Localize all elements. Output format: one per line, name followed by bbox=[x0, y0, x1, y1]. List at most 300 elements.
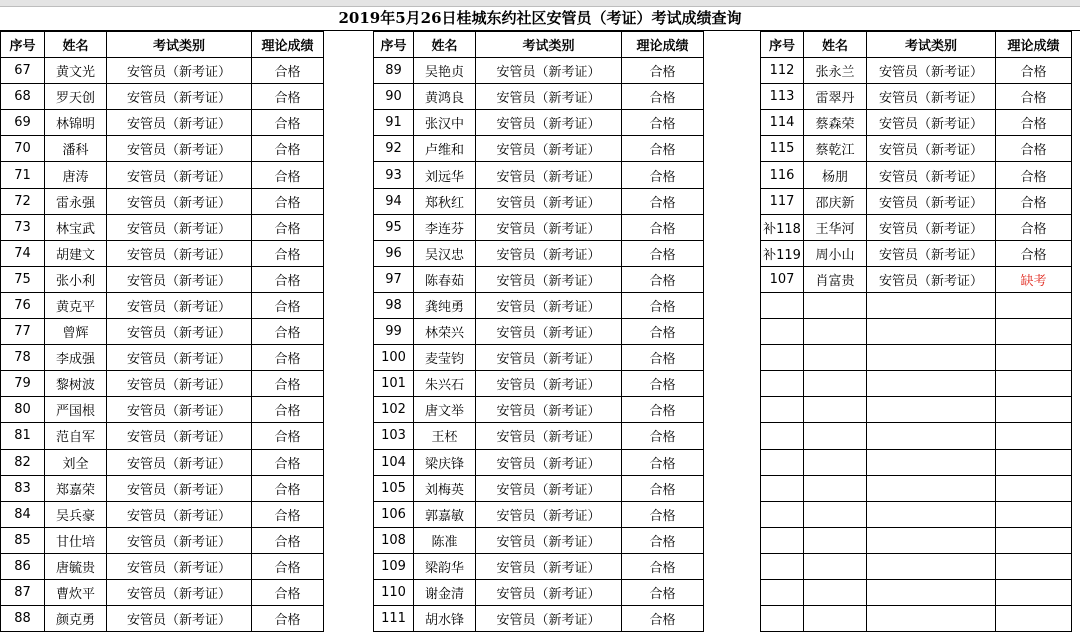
cell-name: 黎树波 bbox=[45, 371, 107, 397]
cell-name: 甘仕培 bbox=[45, 527, 107, 553]
cell-exam-type: 安管员（新考证） bbox=[476, 136, 622, 162]
cell-seq: 89 bbox=[374, 58, 414, 84]
header-seq: 序号 bbox=[374, 32, 414, 58]
cell-exam-type: 安管员（新考证） bbox=[867, 240, 996, 266]
cell-exam-type: 安管员（新考证） bbox=[107, 475, 252, 501]
table-row bbox=[1, 397, 324, 423]
cell-theory-score: 合格 bbox=[252, 58, 324, 84]
table-row bbox=[1, 345, 324, 371]
header-name: 姓名 bbox=[804, 32, 867, 58]
table-row bbox=[374, 319, 704, 345]
cell-name: 曹炊平 bbox=[45, 579, 107, 605]
cell-name: 邵庆新 bbox=[804, 188, 867, 214]
table-row bbox=[374, 475, 704, 501]
cell-seq: 98 bbox=[374, 292, 414, 318]
table-row bbox=[374, 136, 704, 162]
cell-exam-type bbox=[867, 449, 996, 475]
cell-name: 黄文光 bbox=[45, 58, 107, 84]
cell-exam-type: 安管员（新考证） bbox=[476, 84, 622, 110]
cell-seq bbox=[761, 553, 804, 579]
cell-exam-type bbox=[867, 319, 996, 345]
cell-theory-score bbox=[996, 606, 1072, 632]
cell-name: 刘梅英 bbox=[414, 475, 476, 501]
cell-seq bbox=[761, 345, 804, 371]
cell-exam-type: 安管员（新考证） bbox=[476, 449, 622, 475]
cell-name: 梁韵华 bbox=[414, 553, 476, 579]
cell-theory-score: 合格 bbox=[252, 110, 324, 136]
table-row bbox=[1, 214, 324, 240]
cell-seq: 77 bbox=[1, 319, 45, 345]
cell-name bbox=[804, 423, 867, 449]
cell-seq: 73 bbox=[1, 214, 45, 240]
cell-theory-score: 合格 bbox=[252, 345, 324, 371]
table-row bbox=[761, 162, 1072, 188]
table-row bbox=[374, 449, 704, 475]
cell-name: 郑嘉荣 bbox=[45, 475, 107, 501]
cell-seq: 78 bbox=[1, 345, 45, 371]
cell-seq: 106 bbox=[374, 501, 414, 527]
cell-name: 刘全 bbox=[45, 449, 107, 475]
cell-theory-score: 合格 bbox=[996, 162, 1072, 188]
table-row bbox=[374, 579, 704, 605]
cell-seq: 116 bbox=[761, 162, 804, 188]
table-row bbox=[1, 606, 324, 632]
cell-name: 卢维和 bbox=[414, 136, 476, 162]
cell-seq: 113 bbox=[761, 84, 804, 110]
cell-name: 林宝武 bbox=[45, 214, 107, 240]
cell-name: 张小利 bbox=[45, 266, 107, 292]
cell-exam-type: 安管员（新考证） bbox=[867, 136, 996, 162]
cell-theory-score: 合格 bbox=[622, 292, 704, 318]
cell-name bbox=[804, 501, 867, 527]
cell-theory-score bbox=[996, 501, 1072, 527]
table-row bbox=[374, 292, 704, 318]
cell-theory-score: 合格 bbox=[622, 266, 704, 292]
score-table-2 bbox=[373, 31, 704, 632]
cell-exam-type: 安管员（新考证） bbox=[107, 371, 252, 397]
cell-exam-type: 安管员（新考证） bbox=[107, 266, 252, 292]
header-theory-score: 理论成绩 bbox=[252, 32, 324, 58]
cell-seq bbox=[761, 397, 804, 423]
cell-exam-type: 安管员（新考证） bbox=[867, 214, 996, 240]
table-row bbox=[374, 110, 704, 136]
cell-theory-score: 合格 bbox=[622, 319, 704, 345]
cell-name: 胡水锋 bbox=[414, 606, 476, 632]
cell-name: 曾辉 bbox=[45, 319, 107, 345]
cell-exam-type: 安管员（新考证） bbox=[867, 188, 996, 214]
table-row bbox=[761, 240, 1072, 266]
cell-theory-score bbox=[996, 292, 1072, 318]
table-row bbox=[374, 188, 704, 214]
cell-name bbox=[804, 579, 867, 605]
cell-theory-score: 合格 bbox=[622, 475, 704, 501]
cell-theory-score: 合格 bbox=[252, 397, 324, 423]
table-row bbox=[374, 527, 704, 553]
page-title: 2019年5月26日桂城东约社区安管员（考证）考试成绩查询 bbox=[0, 6, 1080, 31]
table-row bbox=[1, 136, 324, 162]
cell-name: 唐毓贵 bbox=[45, 553, 107, 579]
table-row bbox=[374, 423, 704, 449]
cell-seq: 69 bbox=[1, 110, 45, 136]
cell-exam-type: 安管员（新考证） bbox=[476, 579, 622, 605]
table-row bbox=[1, 319, 324, 345]
cell-theory-score: 合格 bbox=[252, 214, 324, 240]
cell-theory-score bbox=[996, 553, 1072, 579]
cell-name: 周小山 bbox=[804, 240, 867, 266]
cell-seq: 90 bbox=[374, 84, 414, 110]
table-row bbox=[374, 371, 704, 397]
cell-seq bbox=[761, 423, 804, 449]
cell-seq: 80 bbox=[1, 397, 45, 423]
table-row bbox=[374, 240, 704, 266]
cell-seq: 87 bbox=[1, 579, 45, 605]
cell-seq: 94 bbox=[374, 188, 414, 214]
table-row bbox=[1, 240, 324, 266]
cell-seq: 99 bbox=[374, 319, 414, 345]
cell-name bbox=[804, 527, 867, 553]
cell-seq: 101 bbox=[374, 371, 414, 397]
table-row bbox=[761, 475, 1072, 501]
table-row bbox=[1, 553, 324, 579]
table-row bbox=[761, 423, 1072, 449]
cell-theory-score: 合格 bbox=[622, 136, 704, 162]
cell-name: 梁庆锋 bbox=[414, 449, 476, 475]
cell-seq: 82 bbox=[1, 449, 45, 475]
cell-name: 胡建文 bbox=[45, 240, 107, 266]
cell-seq: 112 bbox=[761, 58, 804, 84]
table-row bbox=[374, 84, 704, 110]
cell-seq: 88 bbox=[1, 606, 45, 632]
header-name: 姓名 bbox=[45, 32, 107, 58]
cell-theory-score: 合格 bbox=[252, 266, 324, 292]
cell-exam-type: 安管员（新考证） bbox=[107, 136, 252, 162]
cell-name bbox=[804, 449, 867, 475]
cell-name: 吴汉忠 bbox=[414, 240, 476, 266]
cell-name bbox=[804, 319, 867, 345]
cell-name: 颜克勇 bbox=[45, 606, 107, 632]
cell-name: 陈准 bbox=[414, 527, 476, 553]
cell-theory-score: 合格 bbox=[996, 136, 1072, 162]
cell-exam-type bbox=[867, 345, 996, 371]
cell-name: 郑秋红 bbox=[414, 188, 476, 214]
table-row bbox=[761, 110, 1072, 136]
cell-exam-type: 安管员（新考证） bbox=[476, 188, 622, 214]
cell-exam-type bbox=[867, 292, 996, 318]
cell-name: 雷永强 bbox=[45, 188, 107, 214]
cell-seq: 115 bbox=[761, 136, 804, 162]
table-row bbox=[761, 553, 1072, 579]
table-row bbox=[761, 266, 1072, 292]
cell-seq bbox=[761, 579, 804, 605]
cell-exam-type bbox=[867, 475, 996, 501]
cell-seq: 补119 bbox=[761, 240, 804, 266]
cell-theory-score: 合格 bbox=[252, 475, 324, 501]
cell-seq bbox=[761, 319, 804, 345]
cell-theory-score bbox=[996, 371, 1072, 397]
cell-theory-score: 合格 bbox=[622, 449, 704, 475]
cell-exam-type bbox=[867, 579, 996, 605]
table-row bbox=[1, 501, 324, 527]
cell-name: 王华河 bbox=[804, 214, 867, 240]
cell-exam-type: 安管员（新考证） bbox=[476, 319, 622, 345]
cell-theory-score: 合格 bbox=[622, 58, 704, 84]
cell-seq: 105 bbox=[374, 475, 414, 501]
cell-seq: 79 bbox=[1, 371, 45, 397]
header-theory-score: 理论成绩 bbox=[622, 32, 704, 58]
cell-exam-type: 安管员（新考证） bbox=[107, 188, 252, 214]
cell-exam-type: 安管员（新考证） bbox=[867, 162, 996, 188]
table-row bbox=[761, 188, 1072, 214]
cell-seq: 85 bbox=[1, 527, 45, 553]
cell-seq bbox=[761, 371, 804, 397]
table-row bbox=[374, 214, 704, 240]
cell-seq: 84 bbox=[1, 501, 45, 527]
table-row bbox=[761, 606, 1072, 632]
cell-name: 刘远华 bbox=[414, 162, 476, 188]
table-row bbox=[761, 214, 1072, 240]
cell-theory-score bbox=[996, 527, 1072, 553]
cell-name: 潘科 bbox=[45, 136, 107, 162]
cell-exam-type: 安管员（新考证） bbox=[476, 58, 622, 84]
cell-name: 唐文举 bbox=[414, 397, 476, 423]
cell-theory-score: 合格 bbox=[252, 84, 324, 110]
cell-seq: 81 bbox=[1, 423, 45, 449]
table-row bbox=[1, 449, 324, 475]
cell-seq: 70 bbox=[1, 136, 45, 162]
cell-theory-score: 合格 bbox=[996, 188, 1072, 214]
table-row bbox=[761, 345, 1072, 371]
cell-name: 雷翠丹 bbox=[804, 84, 867, 110]
cell-seq: 100 bbox=[374, 345, 414, 371]
cell-theory-score: 合格 bbox=[622, 162, 704, 188]
cell-name bbox=[804, 292, 867, 318]
cell-exam-type: 安管员（新考证） bbox=[107, 345, 252, 371]
cell-seq: 74 bbox=[1, 240, 45, 266]
table-row bbox=[761, 449, 1072, 475]
cell-exam-type: 安管员（新考证） bbox=[107, 84, 252, 110]
header-seq: 序号 bbox=[1, 32, 45, 58]
cell-name: 严国根 bbox=[45, 397, 107, 423]
cell-theory-score bbox=[996, 579, 1072, 605]
cell-theory-score: 合格 bbox=[622, 214, 704, 240]
cell-seq bbox=[761, 527, 804, 553]
cell-seq: 96 bbox=[374, 240, 414, 266]
cell-seq: 102 bbox=[374, 397, 414, 423]
table-row bbox=[1, 110, 324, 136]
cell-seq: 104 bbox=[374, 449, 414, 475]
cell-name: 李连芬 bbox=[414, 214, 476, 240]
cell-exam-type: 安管员（新考证） bbox=[476, 397, 622, 423]
cell-exam-type: 安管员（新考证） bbox=[476, 423, 622, 449]
table-row bbox=[1, 527, 324, 553]
cell-seq: 103 bbox=[374, 423, 414, 449]
cell-theory-score: 合格 bbox=[622, 606, 704, 632]
cell-exam-type: 安管员（新考证） bbox=[107, 606, 252, 632]
table-row bbox=[1, 371, 324, 397]
cell-theory-score: 合格 bbox=[996, 110, 1072, 136]
cell-seq: 86 bbox=[1, 553, 45, 579]
cell-name: 蔡森荣 bbox=[804, 110, 867, 136]
cell-seq: 补118 bbox=[761, 214, 804, 240]
cell-name: 唐涛 bbox=[45, 162, 107, 188]
cell-seq: 92 bbox=[374, 136, 414, 162]
cell-theory-score: 合格 bbox=[252, 501, 324, 527]
cell-exam-type: 安管员（新考证） bbox=[867, 110, 996, 136]
cell-exam-type bbox=[867, 397, 996, 423]
cell-name: 范自军 bbox=[45, 423, 107, 449]
cell-theory-score: 合格 bbox=[622, 188, 704, 214]
table-row bbox=[1, 475, 324, 501]
cell-theory-score: 合格 bbox=[622, 371, 704, 397]
cell-theory-score: 合格 bbox=[252, 188, 324, 214]
cell-name: 麦莹钧 bbox=[414, 345, 476, 371]
cell-exam-type: 安管员（新考证） bbox=[476, 214, 622, 240]
cell-seq bbox=[761, 606, 804, 632]
cell-theory-score: 合格 bbox=[252, 292, 324, 318]
header-name: 姓名 bbox=[414, 32, 476, 58]
header-exam-type: 考试类别 bbox=[476, 32, 622, 58]
cell-seq: 71 bbox=[1, 162, 45, 188]
table-header-row bbox=[761, 32, 1072, 58]
table-row bbox=[374, 553, 704, 579]
cell-exam-type: 安管员（新考证） bbox=[476, 527, 622, 553]
cell-seq: 117 bbox=[761, 188, 804, 214]
table-row bbox=[374, 345, 704, 371]
table-row bbox=[1, 292, 324, 318]
table-row bbox=[374, 606, 704, 632]
cell-theory-score: 合格 bbox=[996, 240, 1072, 266]
table-row bbox=[1, 84, 324, 110]
cell-seq: 114 bbox=[761, 110, 804, 136]
cell-exam-type: 安管员（新考证） bbox=[107, 501, 252, 527]
cell-name: 龚纯勇 bbox=[414, 292, 476, 318]
cell-exam-type: 安管员（新考证） bbox=[476, 345, 622, 371]
header-exam-type: 考试类别 bbox=[867, 32, 996, 58]
cell-theory-score: 合格 bbox=[252, 606, 324, 632]
cell-name: 蔡乾江 bbox=[804, 136, 867, 162]
cell-theory-score: 合格 bbox=[622, 579, 704, 605]
cell-theory-score: 合格 bbox=[252, 579, 324, 605]
cell-theory-score: 合格 bbox=[252, 371, 324, 397]
cell-name: 杨朋 bbox=[804, 162, 867, 188]
cell-seq: 93 bbox=[374, 162, 414, 188]
cell-theory-score bbox=[996, 345, 1072, 371]
cell-exam-type: 安管员（新考证） bbox=[107, 240, 252, 266]
cell-seq: 72 bbox=[1, 188, 45, 214]
table-row bbox=[761, 579, 1072, 605]
cell-exam-type: 安管员（新考证） bbox=[476, 371, 622, 397]
table-row bbox=[761, 501, 1072, 527]
cell-name: 陈春茹 bbox=[414, 266, 476, 292]
cell-theory-score: 合格 bbox=[622, 345, 704, 371]
cell-name: 朱兴石 bbox=[414, 371, 476, 397]
cell-name: 吴艳贞 bbox=[414, 58, 476, 84]
cell-theory-score bbox=[996, 475, 1072, 501]
cell-exam-type: 安管员（新考证） bbox=[107, 214, 252, 240]
cell-theory-score: 合格 bbox=[252, 240, 324, 266]
table-row bbox=[1, 58, 324, 84]
cell-exam-type bbox=[867, 553, 996, 579]
cell-seq: 83 bbox=[1, 475, 45, 501]
cell-exam-type bbox=[867, 423, 996, 449]
table-row bbox=[1, 188, 324, 214]
cell-exam-type: 安管员（新考证） bbox=[107, 449, 252, 475]
cell-exam-type: 安管员（新考证） bbox=[107, 553, 252, 579]
cell-theory-score: 合格 bbox=[622, 240, 704, 266]
cell-theory-score: 合格 bbox=[622, 423, 704, 449]
table-row bbox=[761, 84, 1072, 110]
cell-theory-score: 合格 bbox=[622, 397, 704, 423]
cell-exam-type: 安管员（新考证） bbox=[867, 84, 996, 110]
cell-name bbox=[804, 397, 867, 423]
cell-theory-score: 合格 bbox=[622, 501, 704, 527]
cell-theory-score: 合格 bbox=[252, 449, 324, 475]
cell-seq: 110 bbox=[374, 579, 414, 605]
cell-theory-score: 合格 bbox=[996, 84, 1072, 110]
cell-name bbox=[804, 606, 867, 632]
cell-seq bbox=[761, 475, 804, 501]
header-exam-type: 考试类别 bbox=[107, 32, 252, 58]
table-row bbox=[761, 319, 1072, 345]
table-row bbox=[761, 58, 1072, 84]
header-theory-score: 理论成绩 bbox=[996, 32, 1072, 58]
cell-seq bbox=[761, 501, 804, 527]
cell-exam-type: 安管员（新考证） bbox=[107, 579, 252, 605]
cell-name: 黄鸿良 bbox=[414, 84, 476, 110]
cell-exam-type: 安管员（新考证） bbox=[867, 266, 996, 292]
cell-theory-score: 合格 bbox=[996, 58, 1072, 84]
cell-exam-type: 安管员（新考证） bbox=[867, 58, 996, 84]
cell-exam-type bbox=[867, 606, 996, 632]
cell-name: 谢金清 bbox=[414, 579, 476, 605]
cell-seq: 111 bbox=[374, 606, 414, 632]
cell-seq bbox=[761, 292, 804, 318]
table-row bbox=[374, 162, 704, 188]
cell-exam-type: 安管员（新考证） bbox=[476, 162, 622, 188]
cell-seq: 67 bbox=[1, 58, 45, 84]
cell-name: 张永兰 bbox=[804, 58, 867, 84]
cell-name: 王柸 bbox=[414, 423, 476, 449]
cell-exam-type: 安管员（新考证） bbox=[107, 110, 252, 136]
cell-theory-score: 合格 bbox=[622, 84, 704, 110]
cell-seq: 68 bbox=[1, 84, 45, 110]
cell-name: 罗天创 bbox=[45, 84, 107, 110]
cell-theory-score: 合格 bbox=[622, 553, 704, 579]
cell-seq: 91 bbox=[374, 110, 414, 136]
cell-exam-type: 安管员（新考证） bbox=[476, 110, 622, 136]
cell-theory-score: 合格 bbox=[252, 319, 324, 345]
table-header-row bbox=[1, 32, 324, 58]
cell-exam-type bbox=[867, 371, 996, 397]
table-row bbox=[1, 162, 324, 188]
table-row bbox=[761, 292, 1072, 318]
table-row bbox=[374, 501, 704, 527]
cell-exam-type: 安管员（新考证） bbox=[107, 58, 252, 84]
cell-theory-score bbox=[996, 397, 1072, 423]
table-row bbox=[761, 371, 1072, 397]
cell-seq: 107 bbox=[761, 266, 804, 292]
cell-theory-score: 缺考 bbox=[996, 266, 1072, 292]
cell-seq: 75 bbox=[1, 266, 45, 292]
header-seq: 序号 bbox=[761, 32, 804, 58]
cell-exam-type bbox=[867, 527, 996, 553]
cell-name: 林锦明 bbox=[45, 110, 107, 136]
cell-name: 林荣兴 bbox=[414, 319, 476, 345]
cell-name: 黄克平 bbox=[45, 292, 107, 318]
score-table-3 bbox=[760, 31, 1072, 632]
cell-seq: 108 bbox=[374, 527, 414, 553]
cell-name bbox=[804, 371, 867, 397]
